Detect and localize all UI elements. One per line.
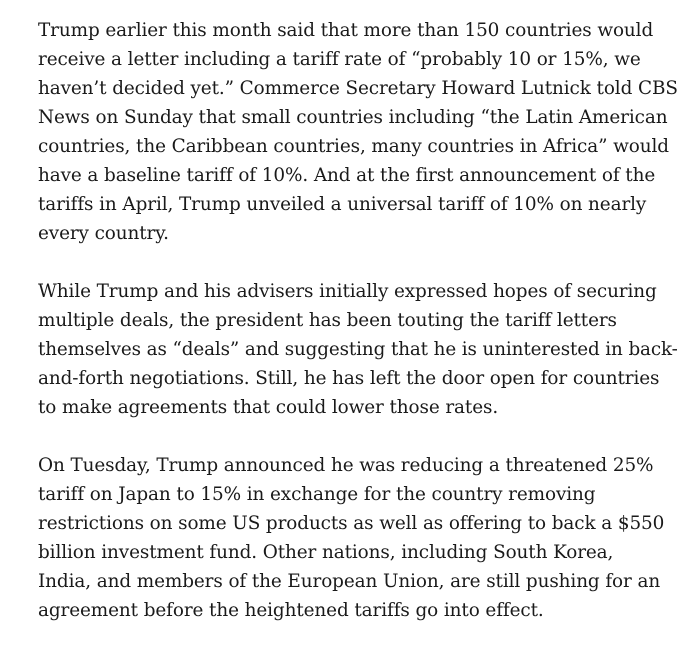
paragraph-line: have a baseline tariff of 10%. And at the first announcement of the — [38, 165, 656, 186]
paragraph-line: tariff on Japan to 15% in exchange for the country removing — [38, 484, 596, 505]
article-body — [38, 16, 678, 654]
article-paragraph-1 — [38, 16, 678, 248]
paragraph-line: Trump earlier this month said that more than 150 countries would — [38, 20, 654, 41]
paragraph-line: tariffs in April, Trump unveiled a universal tariff of 10% on nearly — [38, 194, 647, 215]
paragraph-line: agreement before the heightened tariffs go into effect. — [38, 600, 544, 621]
paragraph-line: India, and members of the European Union, are still pushing for an — [38, 571, 661, 592]
paragraph-line: every country. — [38, 223, 169, 244]
paragraph-line: While Trump and his advisers initially expressed hopes of securing — [38, 281, 657, 302]
paragraph-line: News on Sunday that small countries including “the Latin American — [38, 107, 668, 128]
paragraph-line: themselves as “deals” and suggesting that he is uninterested in back- — [38, 339, 678, 360]
article-paragraph-2 — [38, 277, 678, 422]
paragraph-line: receive a letter including a tariff rate of “probably 10 or 15%, we — [38, 49, 641, 70]
paragraph-line: to make agreements that could lower those rates. — [38, 397, 499, 418]
paragraph-line: multiple deals, the president has been touting the tariff letters — [38, 310, 617, 331]
paragraph-line: countries, the Caribbean countries, many countries in Africa” would — [38, 136, 669, 157]
article-paragraph-3 — [38, 451, 678, 625]
paragraph-line: and-forth negotiations. Still, he has left the door open for countries — [38, 368, 660, 389]
paragraph-line: haven’t decided yet.” Commerce Secretary Howard Lutnick told CBS — [38, 78, 678, 99]
paragraph-line: On Tuesday, Trump announced he was reducing a threatened 25% — [38, 455, 654, 476]
paragraph-line: billion investment fund. Other nations, including South Korea, — [38, 542, 614, 563]
paragraph-line: restrictions on some US products as well as offering to back a $550 — [38, 513, 665, 534]
